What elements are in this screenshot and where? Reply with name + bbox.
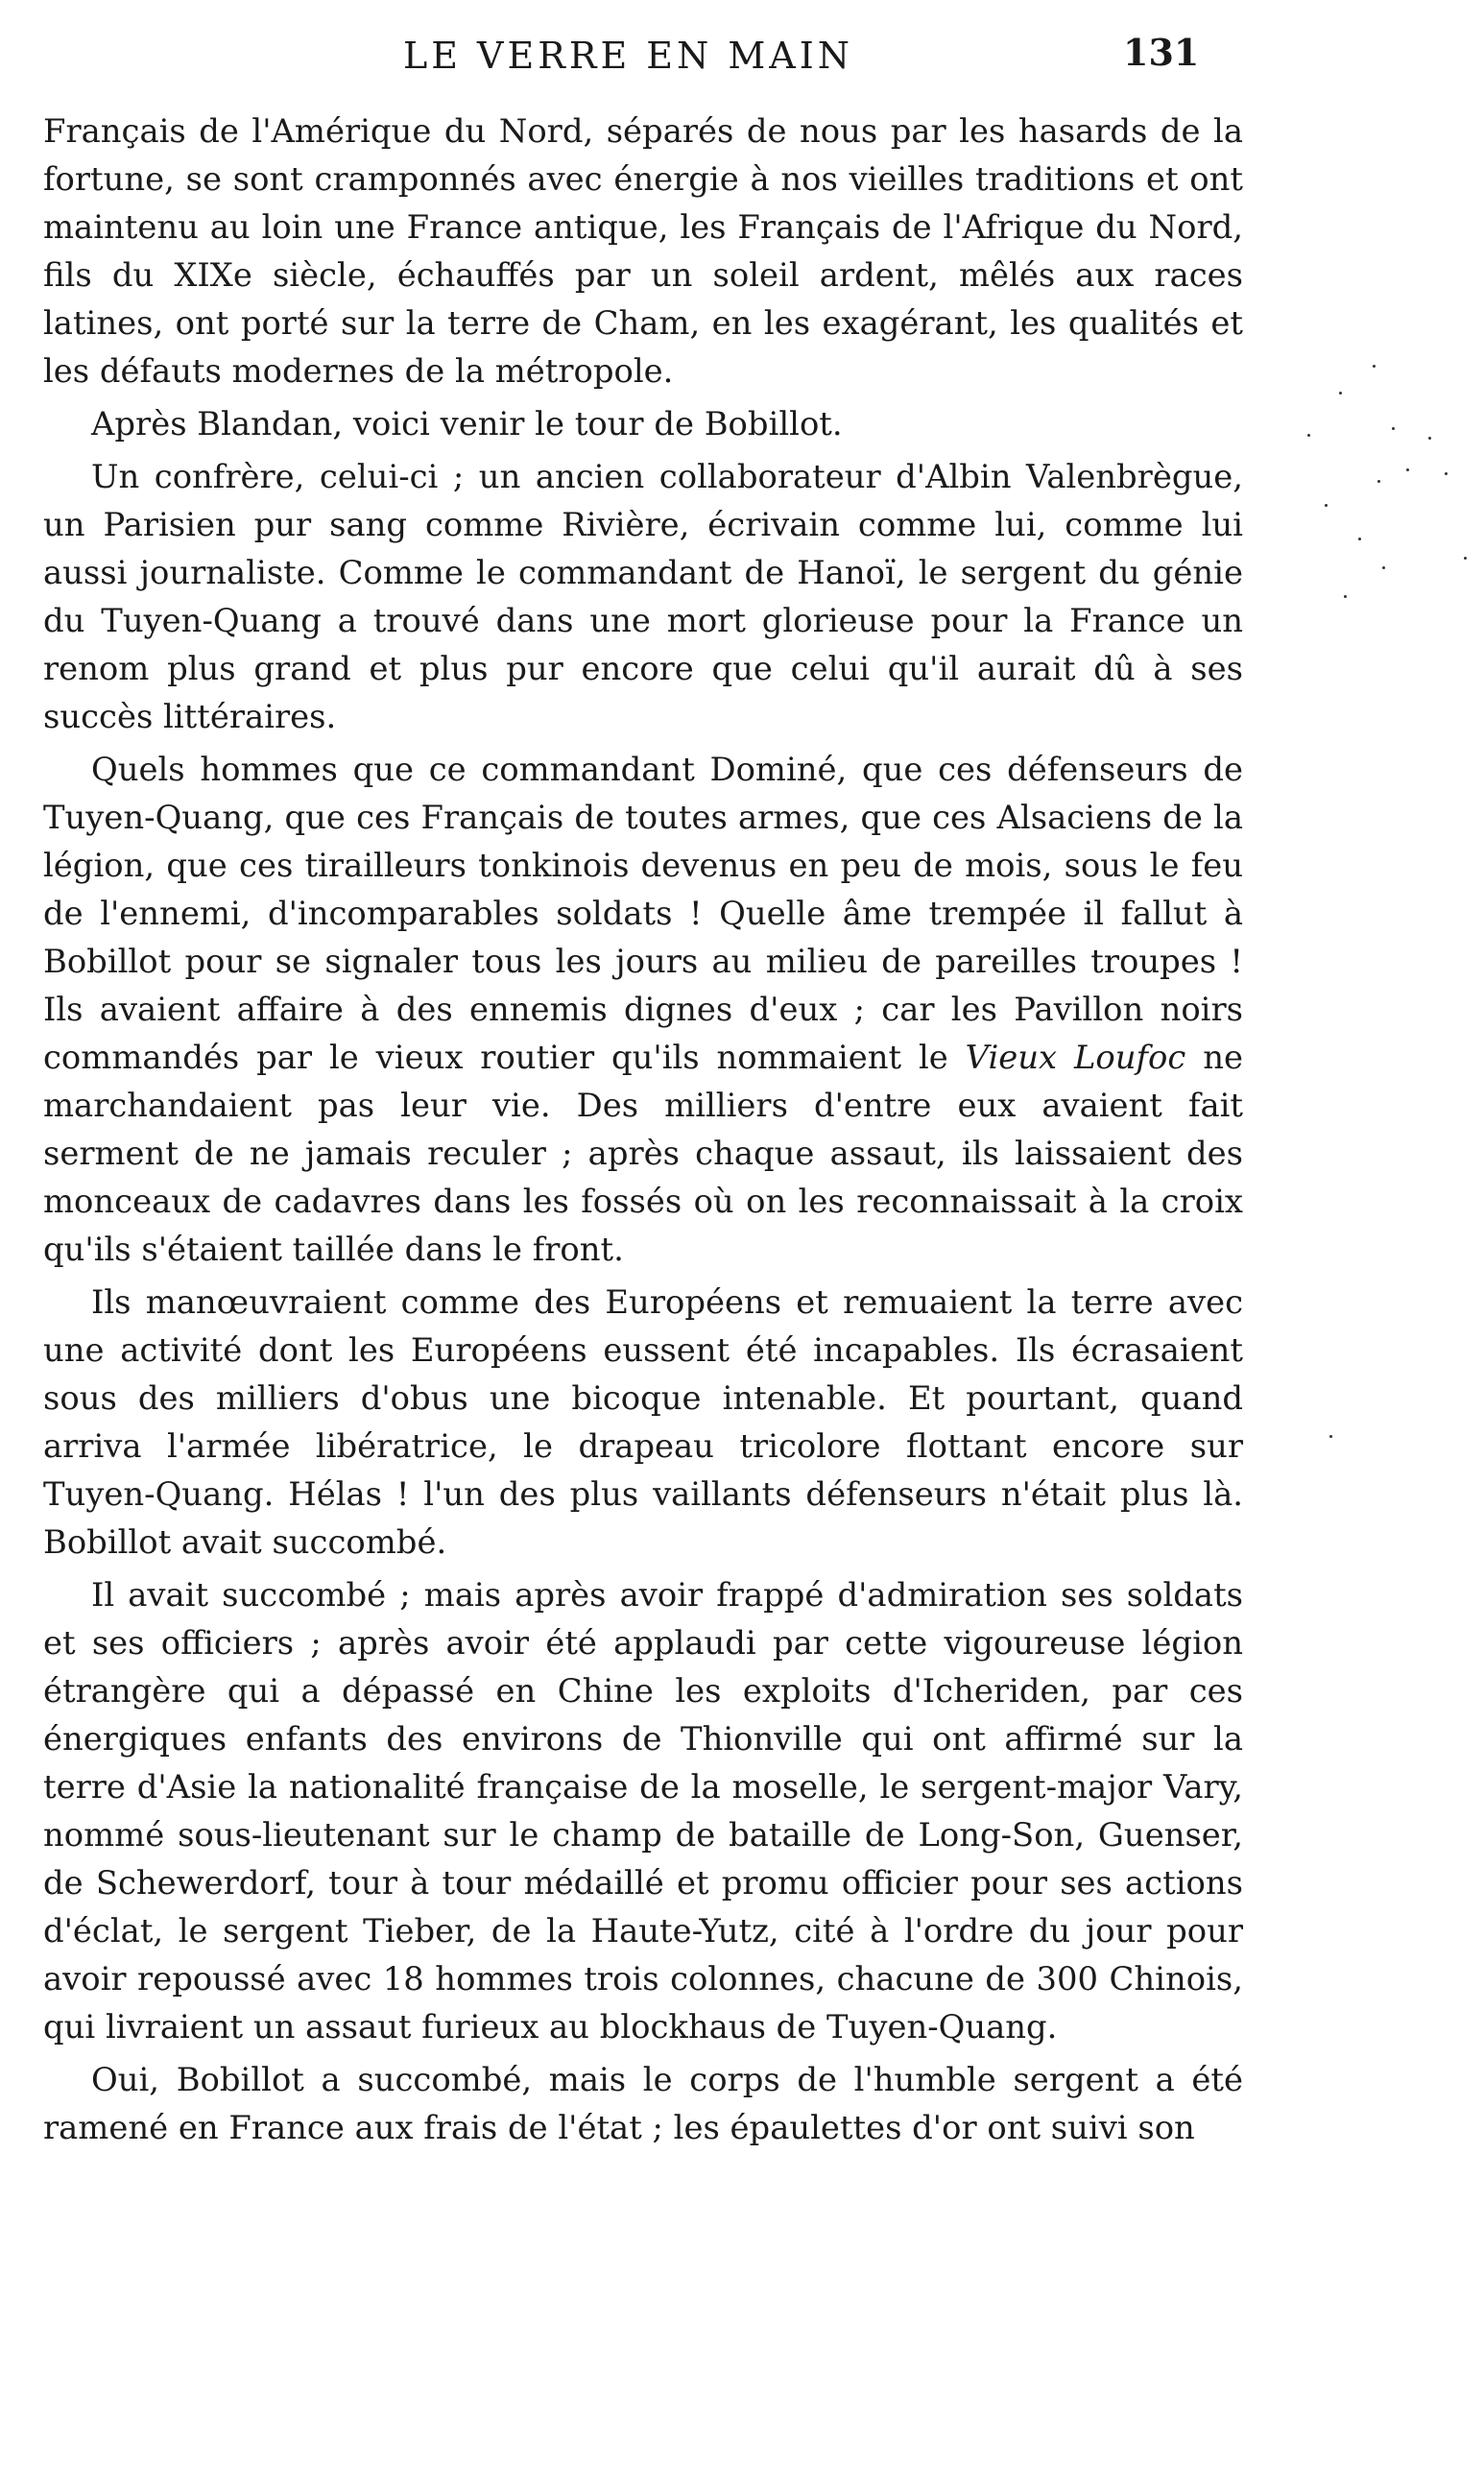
paragraph-4-text-b: ne marchandaient pas leur vie. Des milliers d'entre eux avaient fait serment de ne jamais reculer ; après chaque assaut, ils laissaient des monceaux de cadavres dans les fossés où on les reconnaissait à la croix qu'ils s'étaient taillée dans le front. xyxy=(43,1039,1243,1268)
speckle xyxy=(1339,392,1342,395)
body-text xyxy=(43,108,1243,2157)
speckle xyxy=(1392,427,1395,430)
paragraph-1: Français de l'Amérique du Nord, séparés de nous par les hasards de la fortune, se sont cramponnés avec énergie à nos vieilles traditions et ont maintenu au loin une France antique, les Français de l'Afrique du Nord, fils du XIXe siècle, échauffés par un soleil ardent, mêlés aux races latines, ont porté sur la terre de Cham, en les exagérant, les qualités et les défauts modernes de la métropole. xyxy=(43,112,1243,390)
running-title: LE VERRE EN MAIN xyxy=(403,35,853,77)
paragraph-3: Un confrère, celui-ci ; un ancien collaborateur d'Albin Valenbrègue, un Parisien pur sang comme Rivière, écrivain comme lui, comme lui aussi journaliste. Comme le commandant de Hanoï, le sergent du génie du Tuyen-Quang a trouvé dans une mort glorieuse pour la France un renom plus grand et plus pur encore que celui qu'il aurait dû à ses succès littéraires. xyxy=(43,458,1243,735)
speckle xyxy=(1373,365,1376,368)
page-header xyxy=(0,29,1484,86)
speckle xyxy=(1344,595,1347,598)
paragraph-5: Ils manœuvraient comme des Européens et remuaient la terre avec une activité dont les Européens eussent été incapables. Ils écrasaient sous des milliers d'obus une bicoque intenable. Et pourtant, quand arriva l'armée libératrice, le drapeau tricolore flottant encore sur Tuyen-Quang. Hélas ! l'un des plus vaillants défenseurs n'était plus là. Bobillot avait succombé. xyxy=(43,1283,1243,1561)
speckle xyxy=(1358,538,1361,540)
paragraph-2: Après Blandan, voici venir le tour de Bobillot. xyxy=(91,405,843,443)
speckle xyxy=(1329,1435,1332,1438)
speckle xyxy=(1382,566,1385,569)
speckle xyxy=(1406,468,1409,471)
paragraph-4-italic: Vieux Loufoc xyxy=(965,1039,1186,1076)
speckle xyxy=(1377,480,1380,483)
speckle xyxy=(1445,472,1448,475)
speckle xyxy=(1428,437,1431,440)
speckle xyxy=(1325,504,1328,507)
speckle xyxy=(1307,434,1310,437)
paragraph-7: Oui, Bobillot a succombé, mais le corps de l'humble sergent a été ramené en France aux frais de l'état ; les épaulettes d'or ont suivi son xyxy=(43,2061,1243,2146)
paragraph-4-text-a: Quels hommes que ce commandant Dominé, que ces défenseurs de Tuyen-Quang, que ces Français de toutes armes, que ces Alsaciens de la légion, que ces tirailleurs tonkinois devenus en peu de mois, sous le feu de l'ennemi, d'incomparables soldats ! Quelle âme trempée il fallut à Bobillot pour se signaler tous les jours au milieu de pareilles troupes ! Ils avaient affaire à des ennemis dignes d'eux ; car les Pavillon noirs commandés par le vieux routier qu'ils nommaient le xyxy=(43,751,1243,1076)
paragraph-4 xyxy=(43,746,1243,1274)
speckle xyxy=(1464,557,1467,560)
page-number: 131 xyxy=(1123,31,1200,74)
paragraph-6: Il avait succombé ; mais après avoir frappé d'admiration ses soldats et ses officiers ; après avoir été applaudi par cette vigoureuse légion étrangère qui a dépassé en Chine les exploits d'Icheriden, par ces énergiques enfants des environs de Thionville qui ont affirmé sur la terre d'Asie la nationalité française de la moselle, le sergent-major Vary, nommé sous-lieutenant sur le champ de bataille de Long-Son, Guenser, de Schewerdorf, tour à tour médaillé et promu officier pour ses actions d'éclat, le sergent Tieber, de la Haute-Yutz, cité à l'ordre du jour pour avoir repoussé avec 18 hommes trois colonnes, chacune de 300 Chinois, qui livraient un assaut furieux au blockhaus de Tuyen-Quang. xyxy=(43,1576,1243,2046)
